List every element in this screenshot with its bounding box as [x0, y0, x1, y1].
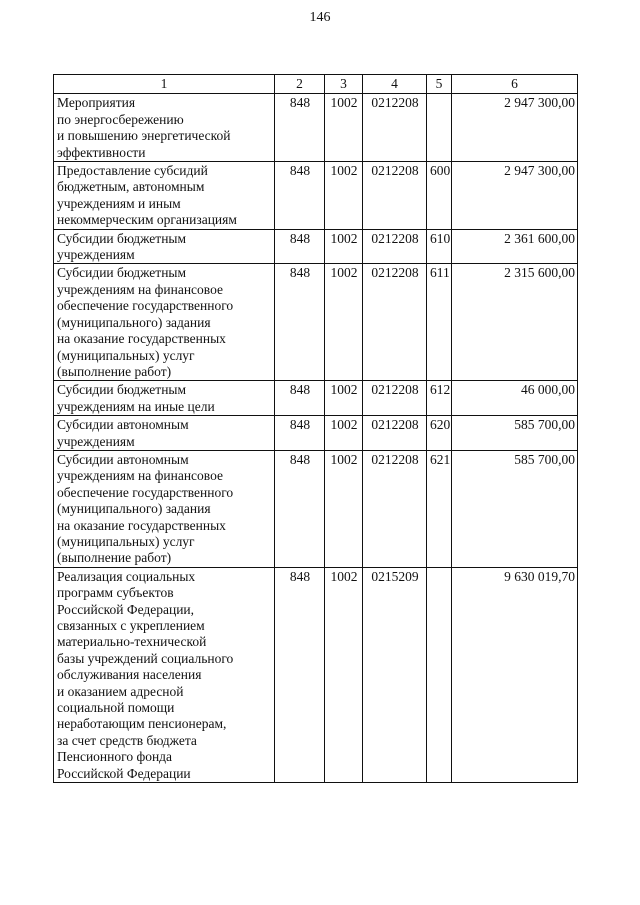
expense-name-line: Российской Федерации — [57, 765, 191, 781]
expense-name-line: и оказанием адресной — [57, 683, 184, 699]
amount-cell: 46 000,00 — [452, 381, 578, 416]
expense-name-line: Реализация социальных — [57, 568, 196, 584]
expense-name-line: (выполнение работ) — [57, 363, 172, 379]
target-item-cell: 0212208 — [363, 264, 427, 381]
expense-name-cell — [54, 416, 275, 451]
expense-name-line: неработающим пенсионерам, — [57, 716, 227, 732]
grbs-code-cell: 848 — [275, 416, 325, 451]
grbs-code-cell: 848 — [275, 567, 325, 782]
target-item-cell: 0212208 — [363, 229, 427, 264]
target-item-cell: 0212208 — [363, 94, 427, 162]
table-row — [54, 450, 578, 567]
target-item-cell: 0212208 — [363, 162, 427, 230]
expense-name-line: базы учреждений социального — [57, 650, 234, 666]
expense-name-line: учреждениям на финансовое — [57, 468, 223, 484]
table-row — [54, 416, 578, 451]
table-row — [54, 567, 578, 782]
expense-name-line: Субсидии бюджетным — [57, 382, 187, 398]
expense-type-cell: 610 — [427, 229, 452, 264]
section-code-cell: 1002 — [325, 264, 363, 381]
grbs-code-cell: 848 — [275, 450, 325, 567]
target-item-cell: 0212208 — [363, 381, 427, 416]
table-row — [54, 162, 578, 230]
amount-cell: 2 361 600,00 — [452, 229, 578, 264]
header-cell-2: 2 — [275, 75, 325, 94]
expense-name-line: Пенсионного фонда — [57, 749, 173, 765]
section-code-cell: 1002 — [325, 162, 363, 230]
expense-name-line: учреждениям на финансовое — [57, 281, 223, 297]
expense-type-cell — [427, 94, 452, 162]
table-row — [54, 94, 578, 162]
expense-name-line: (муниципального) задания — [57, 501, 211, 517]
expense-type-cell: 621 — [427, 450, 452, 567]
expense-name-line: Мероприятия — [57, 95, 136, 111]
section-code-cell: 1002 — [325, 381, 363, 416]
expense-name-line: некоммерческим организациям — [57, 212, 237, 228]
expense-name-cell — [54, 94, 275, 162]
expense-name-line: Предоставление субсидий — [57, 163, 208, 179]
header-row — [54, 75, 578, 94]
expense-name-line: по энергосбережению — [57, 111, 184, 127]
expense-name-line: эффективности — [57, 144, 146, 160]
expense-name-line: бюджетным, автономным — [57, 179, 205, 195]
header-cell-6: 6 — [452, 75, 578, 94]
grbs-code-cell: 848 — [275, 162, 325, 230]
expense-name-line: Субсидии автономным — [57, 451, 189, 467]
table-row — [54, 229, 578, 264]
expense-name-line: Субсидии автономным — [57, 417, 189, 433]
amount-cell: 9 630 019,70 — [452, 567, 578, 782]
grbs-code-cell: 848 — [275, 381, 325, 416]
grbs-code-cell: 848 — [275, 94, 325, 162]
expense-name-line: Субсидии бюджетным — [57, 265, 187, 281]
section-code-cell: 1002 — [325, 416, 363, 451]
expense-name-line: за счет средств бюджета — [57, 732, 197, 748]
expense-name-line: связанных с укреплением — [57, 618, 205, 633]
expense-name-line: на оказание государственных — [57, 517, 226, 533]
expense-type-cell — [427, 567, 452, 782]
header-cell-3: 3 — [325, 75, 363, 94]
section-code-cell: 1002 — [325, 567, 363, 782]
page-number: 146 — [309, 10, 331, 25]
expense-name-cell — [54, 229, 275, 264]
expense-name-line: материально-технической — [57, 634, 207, 650]
expense-type-cell: 600 — [427, 162, 452, 230]
target-item-cell: 0215209 — [363, 567, 427, 782]
section-code-cell: 1002 — [325, 229, 363, 264]
target-item-cell: 0212208 — [363, 450, 427, 567]
expense-name-cell — [54, 264, 275, 381]
expense-name-line: обеспечение государственного — [57, 298, 234, 314]
expense-name-line: (муниципальных) услуг — [57, 533, 195, 549]
expense-name-cell — [54, 567, 275, 782]
amount-cell: 2 947 300,00 — [452, 94, 578, 162]
expense-name-line: учреждениям — [57, 433, 135, 449]
expense-name-line: учреждениям на иные цели — [57, 398, 215, 414]
grbs-code-cell: 848 — [275, 229, 325, 264]
expense-name-cell — [54, 381, 275, 416]
expense-type-cell: 620 — [427, 416, 452, 451]
expense-name-line: (выполнение работ) — [57, 550, 172, 566]
expense-name-line: на оказание государственных — [57, 331, 226, 347]
target-item-cell: 0212208 — [363, 416, 427, 451]
expense-name-cell — [54, 450, 275, 567]
header-cell-4: 4 — [363, 75, 427, 94]
expense-name-line: социальной помощи — [57, 700, 175, 716]
header-cell-1: 1 — [54, 75, 275, 94]
expense-name-cell — [54, 162, 275, 230]
header-cell-5: 5 — [427, 75, 452, 94]
expense-name-line: учреждениям — [57, 247, 135, 263]
table-row — [54, 381, 578, 416]
expense-name-line: обслуживания населения — [57, 667, 202, 683]
amount-cell: 585 700,00 — [452, 450, 578, 567]
expense-type-cell: 612 — [427, 381, 452, 416]
amount-cell: 2 315 600,00 — [452, 264, 578, 381]
expense-name-line: программ субъектов — [57, 585, 174, 601]
expense-name-line: (муниципальных) услуг — [57, 347, 195, 363]
amount-cell: 585 700,00 — [452, 416, 578, 451]
expense-name-line: и повышению энергетической — [57, 128, 231, 144]
grbs-code-cell: 848 — [275, 264, 325, 381]
expense-name-line: (муниципального) задания — [57, 314, 211, 330]
expense-name-line: Субсидии бюджетным — [57, 230, 187, 246]
expense-name-line: Российской Федерации, — [57, 601, 195, 617]
section-code-cell: 1002 — [325, 450, 363, 567]
amount-cell: 2 947 300,00 — [452, 162, 578, 230]
section-code-cell: 1002 — [325, 94, 363, 162]
table-row — [54, 264, 578, 381]
expense-name-line: обеспечение государственного — [57, 484, 234, 500]
expense-name-line: учреждениям и иным — [57, 195, 181, 211]
budget-table — [53, 74, 578, 783]
expense-type-cell: 611 — [427, 264, 452, 381]
